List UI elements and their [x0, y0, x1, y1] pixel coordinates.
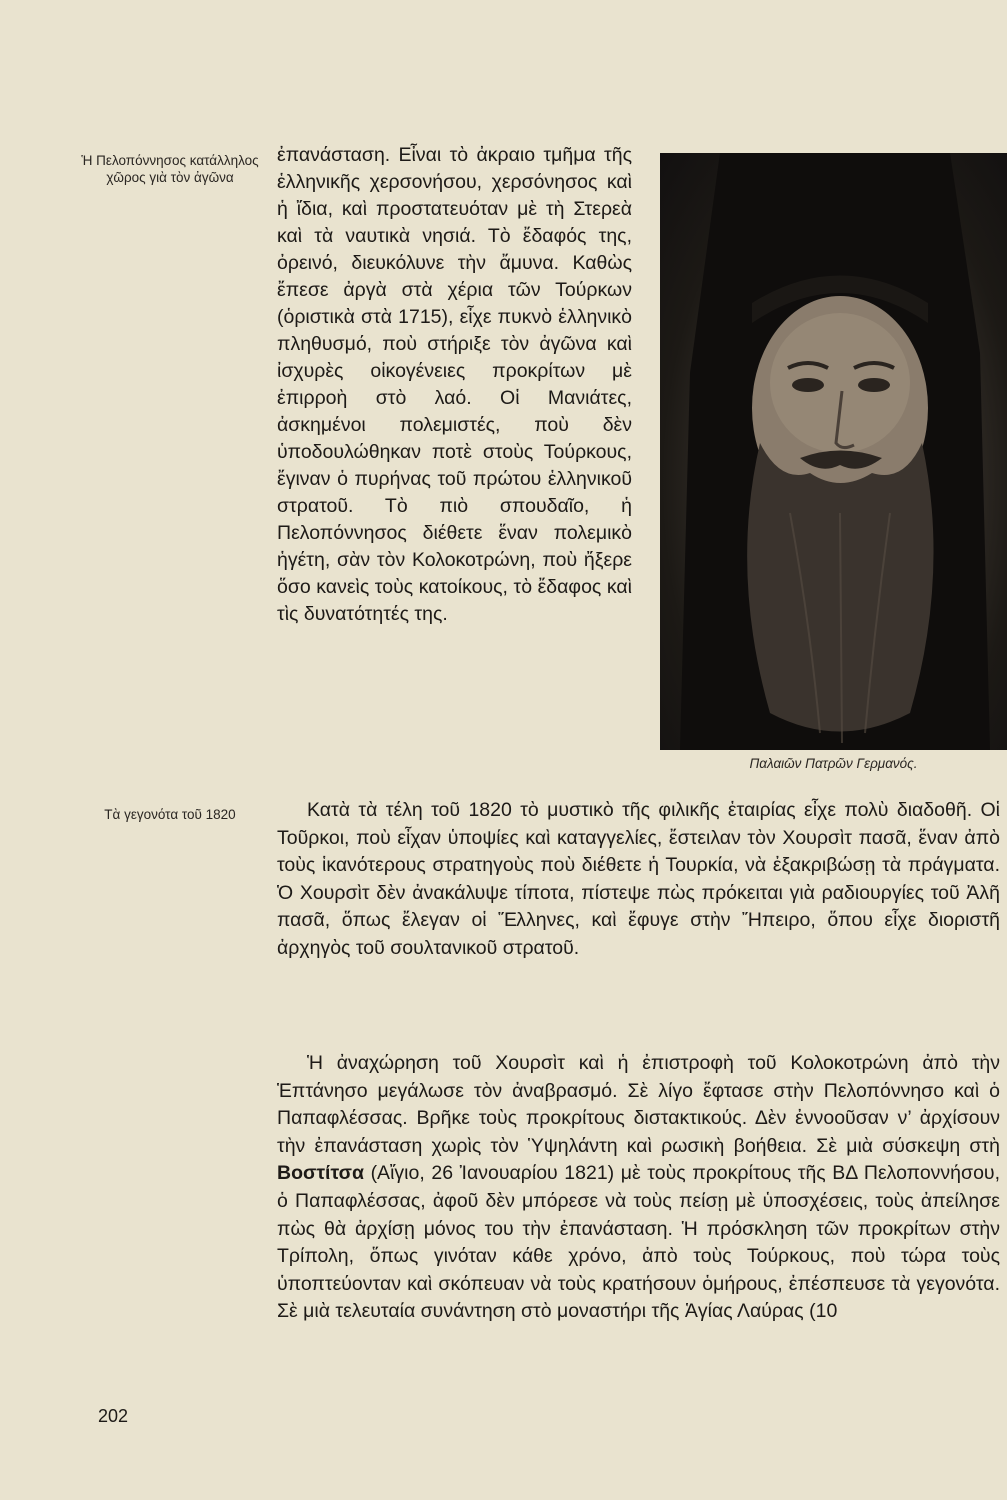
column-paragraph: ἐπανάσταση. Εἶναι τὸ ἀκραιο τμῆμα τῆς ἑλληνικῆς χερσονήσου, χερσόνησος καὶ ἡ ἴδια, καὶ προστατευόταν μὲ τὴ Στερεὰ καὶ τὰ ναυτικὰ νησιά. Τὸ ἔδαφός της, ὀρεινό, διευκόλυνε τὴν ἄμυνα. Καθὼς ἔπεσε ἀργὰ στὰ χέρια τῶν Τούρκων (ὁριστικὰ στὰ 1715), εἶχε πυκνὸ ἑλληνικὸ πληθυσμό, ποὺ στήριξε τὸν ἀγῶνα καὶ ἰσχυρὲς οἰκογένειες προκρίτων μὲ ἐπιρροὴ στὸ λαό. Οἱ Μανιάτες, ἀσκημένοι πολεμιστές, ποὺ δὲν ὑποδουλώθηκαν ποτὲ στοὺς Τούρκους, ἔγιναν ὁ πυρήνας τοῦ πρώτου ἑλληνικοῦ στρατοῦ. Τὸ πιὸ σπουδαῖο, ἡ Πελοπόννησος διέθετε ἕναν πολεμικὸ ἡγέτη, σὰν τὸν Κολοκοτρώνη, ποὺ ἤξερε ὅσο κανεὶς τοὺς κατοίκους, τὸ ἔδαφος καὶ τὶς δυνατότητές της.: [277, 144, 632, 625]
portrait-photo: [660, 153, 1007, 750]
portrait-illustration: [660, 153, 1007, 750]
paragraph-2: [277, 1050, 1000, 1326]
paragraph-2-after: (Αἴγιο, 26 Ἰανουαρίου 1821) μὲ τοὺς προκρίτους τῆς ΒΔ Πελοποννήσου, ὁ Παπαφλέσσας, ἀφοῦ δὲν μπόρεσε νὰ τοὺς πείσῃ μὲ ὑποσχέσεις, τοὺς ἀπείλησε πὼς θὰ ἀρχίσῃ μόνος του τὴν ἐπανάσταση. Ἡ πρόσκληση τῶν προκρίτων στὴν Τρίπολη, ὅπως γινόταν κάθε χρόνο, ἀπὸ τοὺς Τούρκους, ποὺ τώρα τοὺς ὑποπτεύονταν καὶ σκόπευαν νὰ τοὺς κρατήσουν ὁμήρους, ἐπέσπευσε τὰ γεγονότα. Σὲ μιὰ τελευταία συνάντηση στὸ μοναστήρι τῆς Ἁγίας Λαύρας (10: [277, 1162, 1000, 1323]
margin-note-peloponnese: Ἡ Πελοπόννησος κατάλληλος χῶρος γιὰ τὸν ἀγῶνα: [81, 153, 259, 185]
margin-note-events-1820: Τὰ γεγονότα τοῦ 1820: [104, 807, 236, 822]
paragraph-1: [277, 797, 1000, 963]
place-name-vostitsa: Βοστίτσα: [277, 1162, 364, 1185]
photo-caption: Παλαιῶν Πατρῶν Γερμανός.: [749, 756, 918, 771]
page-number: 202: [98, 1406, 129, 1426]
paragraph-2-before: Ἡ ἀναχώρηση τοῦ Χουρσὶτ καὶ ἡ ἐπιστροφὴ τοῦ Κολοκοτρώνη ἀπὸ τὴν Ἑπτάνησο μεγάλωσε τὸν ἀναβρασμό. Σὲ λίγο ἔφτασε στὴν Πελοπόννησο καὶ ὁ Παπαφλέσσας. Βρῆκε τοὺς προκρίτους διστακτικούς. Δὲν ἐννοοῦσαν ν’ ἀρχίσουν τὴν ἐπανάσταση χωρὶς τὸν Ὑψηλάντη καὶ ρωσικὴ βοήθεια. Σὲ μιὰ σύσκεψη στὴ: [277, 1052, 1000, 1157]
paragraph-2-text: [277, 1050, 1000, 1326]
paragraph-1-text: Κατὰ τὰ τέλη τοῦ 1820 τὸ μυστικὸ τῆς φιλικῆς ἑταιρίας εἶχε πολὺ διαδοθῆ. Οἱ Τοῦρκοι, ποὺ εἶχαν ὑποψίες καὶ καταγγελίες, ἔστειλαν τὸν Χουρσὶτ πασᾶ, ἕναν ἀπὸ τοὺς ἱκανότερους στρατηγοὺς ποὺ διέθετε ἡ Τουρκία, νὰ ἐξακριβώσῃ τὰ πράγματα. Ὁ Χουρσὶτ δὲν ἀνακάλυψε τίποτα, πίστεψε πὼς πρόκειται γιὰ ραδιουργίες τοῦ Ἀλῆ πασᾶ, ὅπως ἔλεγαν οἱ Ἕλληνες, καὶ ἔφυγε στὴν Ἤπειρο, ὅπου εἶχε διοριστῆ ἀρχηγὸς τοῦ σουλτανικοῦ στρατοῦ.: [277, 799, 1000, 959]
narrow-column-text: [277, 142, 632, 628]
